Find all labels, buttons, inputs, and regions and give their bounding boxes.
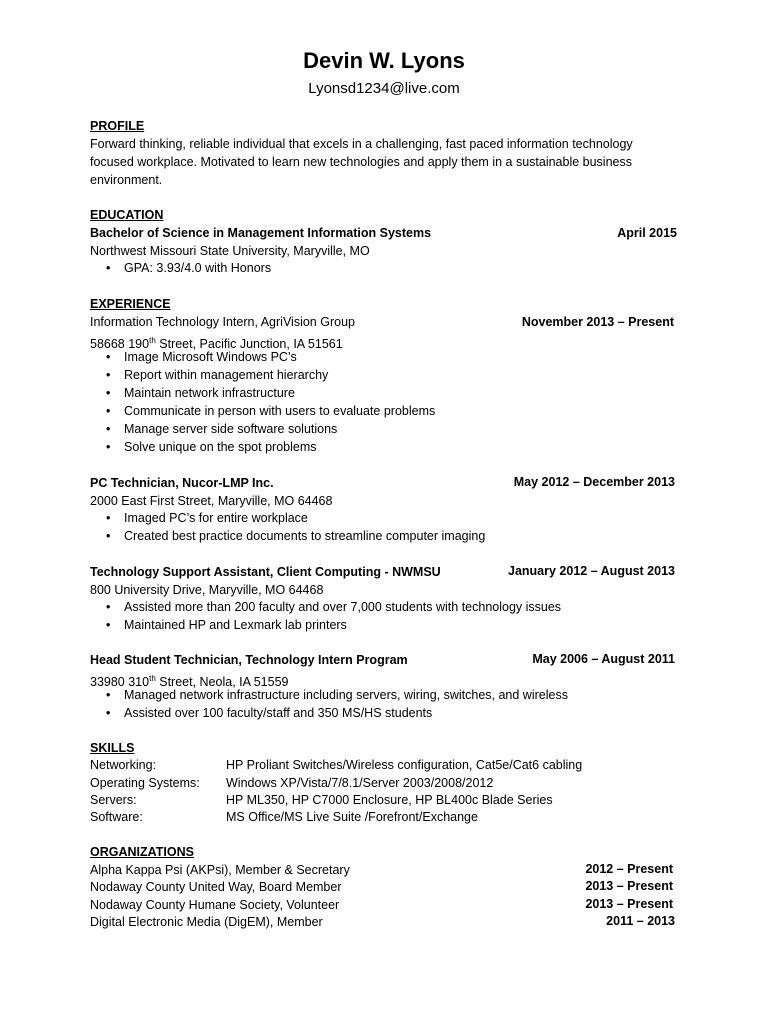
list-item: • Imaged PC’s for entire workplace bbox=[106, 511, 308, 525]
list-item: • GPA: 3.93/4.0 with Honors bbox=[106, 261, 272, 275]
education-school: Northwest Missouri State University, Maryville, MO bbox=[90, 244, 370, 258]
organization-name: Nodaway County Humane Society, Volunteer bbox=[90, 898, 340, 912]
list-item: • Maintain network infrastructure bbox=[106, 386, 295, 400]
list-item: • Image Microsoft Windows PC’s bbox=[106, 350, 297, 364]
organization-date: 2013 – Present bbox=[585, 879, 673, 893]
profile-text-line: focused workplace. Motivated to learn new technologies and apply them in a sustainable business bbox=[90, 155, 632, 169]
organization-name: Nodaway County United Way, Board Member bbox=[90, 880, 342, 894]
skills-heading: SKILLS bbox=[90, 741, 135, 755]
list-item-text: GPA: 3.93/4.0 with Honors bbox=[124, 261, 272, 275]
job-date: January 2012 – August 2013 bbox=[508, 564, 675, 578]
skill-value: MS Office/MS Live Suite /Forefront/Exchange bbox=[226, 810, 478, 824]
organizations-heading: ORGANIZATIONS bbox=[90, 845, 194, 859]
organization-date: 2011 – 2013 bbox=[606, 914, 675, 928]
job-title: PC Technician, Nucor-LMP Inc. bbox=[90, 476, 274, 490]
organization-name: Alpha Kappa Psi (AKPsi), Member & Secretary bbox=[90, 863, 350, 877]
job-date: May 2006 – August 2011 bbox=[532, 652, 675, 666]
job-address: 2000 East First Street, Maryville, MO 64468 bbox=[90, 494, 333, 508]
skill-label: Servers: bbox=[90, 793, 137, 807]
job-title: Head Student Technician, Technology Intern Program bbox=[90, 653, 408, 667]
list-item: • Assisted more than 200 faculty and over 7,000 students with technology issues bbox=[106, 600, 562, 614]
skill-label: Software: bbox=[90, 810, 143, 824]
skill-label: Operating Systems: bbox=[90, 776, 200, 790]
profile-text-line: Forward thinking, reliable individual that excels in a challenging, fast paced information technology bbox=[90, 137, 633, 151]
job-address: 33980 310th Street, Neola, IA 51559 bbox=[90, 674, 289, 690]
education-date: April 2015 bbox=[617, 226, 677, 240]
education-degree: Bachelor of Science in Management Information Systems bbox=[90, 226, 432, 240]
organization-name: Digital Electronic Media (DigEM), Member bbox=[90, 915, 323, 929]
education-heading: EDUCATION bbox=[90, 208, 164, 222]
experience-heading: EXPERIENCE bbox=[90, 297, 171, 311]
skill-value: HP ML350, HP C7000 Enclosure, HP BL400c Blade Series bbox=[226, 793, 553, 807]
list-item: • Communicate in person with users to evaluate problems bbox=[106, 404, 436, 418]
list-item: • Managed network infrastructure including servers, wiring, switches, and wireless bbox=[106, 688, 568, 702]
profile-heading: PROFILE bbox=[90, 119, 145, 133]
list-item: • Maintained HP and Lexmark lab printers bbox=[106, 618, 347, 632]
list-item: • Created best practice documents to streamline computer imaging bbox=[106, 529, 486, 543]
list-item: • Report within management hierarchy bbox=[106, 368, 329, 382]
list-item: • Solve unique on the spot problems bbox=[106, 440, 317, 454]
skill-label: Networking: bbox=[90, 758, 156, 772]
organization-date: 2012 – Present bbox=[585, 862, 673, 876]
list-item: • Manage server side software solutions bbox=[106, 422, 338, 436]
organization-date: 2013 – Present bbox=[585, 897, 673, 911]
skill-value: Windows XP/Vista/7/8.1/Server 2003/2008/2012 bbox=[226, 776, 494, 790]
job-title: Information Technology Intern, AgriVision Group bbox=[90, 315, 355, 329]
job-address: 800 University Drive, Maryville, MO 64468 bbox=[90, 583, 324, 597]
job-title: Technology Support Assistant, Client Computing - NWMSU bbox=[90, 565, 441, 579]
skill-value: HP Proliant Switches/Wireless configuration, Cat5e/Cat6 cabling bbox=[226, 758, 583, 772]
job-address: 58668 190th Street, Pacific Junction, IA 51561 bbox=[90, 336, 343, 352]
resume-name: Devin W. Lyons bbox=[303, 48, 465, 73]
job-date: November 2013 – Present bbox=[521, 315, 674, 329]
profile-text-line: environment. bbox=[90, 173, 163, 187]
job-date: May 2012 – December 2013 bbox=[513, 475, 675, 489]
email-address: Lyonsd1234@live.com bbox=[308, 80, 460, 97]
list-item: • Assisted over 100 faculty/staff and 350 MS/HS students bbox=[106, 706, 433, 720]
